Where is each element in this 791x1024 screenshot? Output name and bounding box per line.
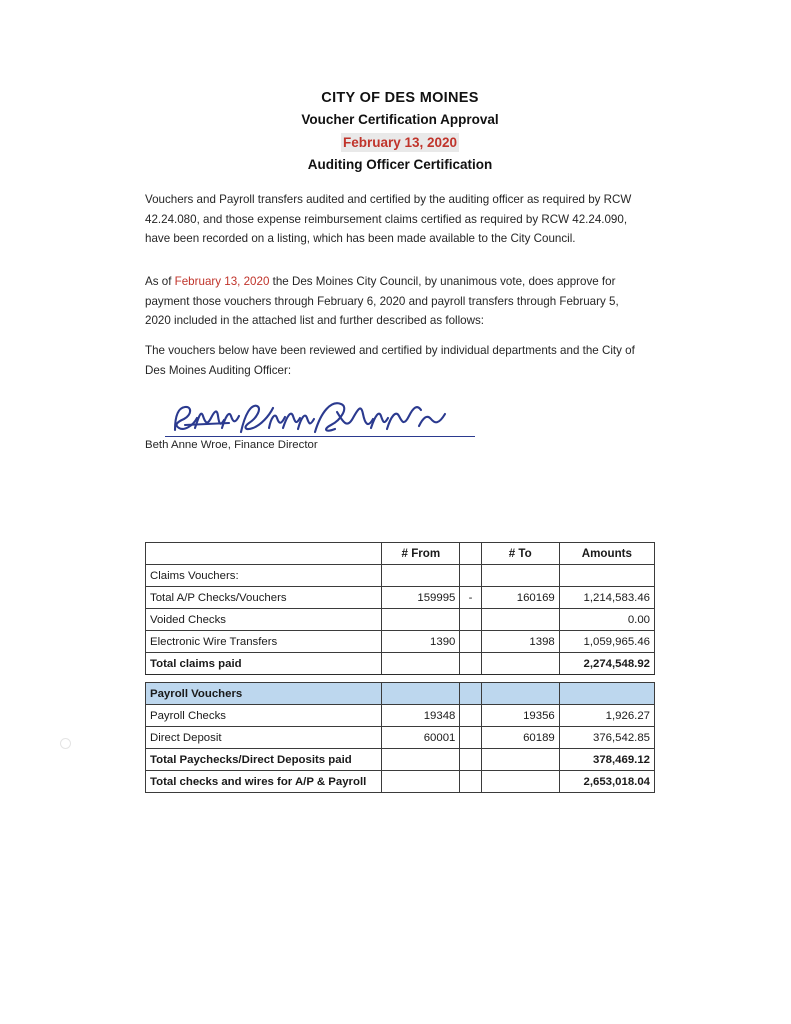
table-row: [146, 565, 655, 587]
row-dash: [460, 631, 481, 653]
table-header-row: [146, 543, 655, 565]
paragraph-2-pre: As of: [145, 275, 175, 288]
payroll-header-label: Payroll Vouchers: [146, 683, 382, 705]
table-header-label: [146, 543, 382, 565]
table-row-grand-total: [146, 771, 655, 793]
signature-block: [145, 398, 545, 451]
payroll-header-to: [481, 683, 559, 705]
signature-caption: Beth Anne Wroe, Finance Director: [145, 439, 318, 451]
paragraph-2-date: February 13, 2020: [174, 275, 270, 288]
row-to: [481, 565, 559, 587]
table-row: [146, 727, 655, 749]
page-title: CITY OF DES MOINES: [321, 90, 479, 106]
row-to: 1398: [481, 631, 559, 653]
row-to: [481, 771, 559, 793]
row-amount: [559, 565, 654, 587]
row-to: 60189: [481, 727, 559, 749]
table-header-dash: [460, 543, 481, 565]
row-from: [382, 771, 460, 793]
row-amount: 1,214,583.46: [559, 587, 654, 609]
row-dash: [460, 565, 481, 587]
row-amount: 378,469.12: [559, 749, 654, 771]
row-dash: [460, 749, 481, 771]
row-dash: [460, 653, 481, 675]
row-to: [481, 609, 559, 631]
row-from: [382, 653, 460, 675]
table-row: [146, 705, 655, 727]
row-from: [382, 609, 460, 631]
row-to: 160169: [481, 587, 559, 609]
table-row: [146, 631, 655, 653]
document-date-wrap: [145, 133, 655, 152]
table-header-amounts: Amounts: [559, 543, 654, 565]
row-label: Claims Vouchers:: [146, 565, 382, 587]
row-amount: 1,059,965.46: [559, 631, 654, 653]
document-date: February 13, 2020: [342, 135, 458, 150]
signature-line: [165, 436, 475, 437]
row-label: Total checks and wires for A/P & Payroll: [146, 771, 382, 793]
row-from: 159995: [382, 587, 460, 609]
row-dash: [460, 771, 481, 793]
table-row-payroll-header: [146, 683, 655, 705]
row-amount: 2,274,548.92: [559, 653, 654, 675]
row-label: Total A/P Checks/Vouchers: [146, 587, 382, 609]
paragraph-vouchers-audited: Vouchers and Payroll transfers audited and certified by the auditing officer as required by RCW 42.24.080, and those expense reimbursement claims certified as required by RCW 42.24.090, have been recorded on a listing, which has been made available to the City Council.: [145, 193, 632, 245]
row-dash: -: [460, 587, 481, 609]
row-label: Voided Checks: [146, 609, 382, 631]
row-dash: [460, 609, 481, 631]
table-row: [146, 609, 655, 631]
row-label: Electronic Wire Transfers: [146, 631, 382, 653]
row-from: 19348: [382, 705, 460, 727]
row-label: Total claims paid: [146, 653, 382, 675]
document-subtitle: Voucher Certification Approval: [301, 112, 499, 127]
table-header-to: # To: [481, 543, 559, 565]
row-from: [382, 565, 460, 587]
paragraph-council-approval: [145, 272, 645, 331]
row-amount: 0.00: [559, 609, 654, 631]
row-amount: 1,926.27: [559, 705, 654, 727]
table-row-total-paychecks: [146, 749, 655, 771]
row-amount: 2,653,018.04: [559, 771, 654, 793]
row-to: 19356: [481, 705, 559, 727]
row-label: Payroll Checks: [146, 705, 382, 727]
payroll-header-from: [382, 683, 460, 705]
scan-artifact: [60, 738, 71, 749]
table-spacer: [146, 675, 655, 683]
certification-heading: Auditing Officer Certification: [307, 157, 493, 172]
table-row-total-claims: [146, 653, 655, 675]
document-header: [145, 88, 655, 175]
row-label: Total Paychecks/Direct Deposits paid: [146, 749, 382, 771]
paragraph-departments-certified: The vouchers below have been reviewed and certified by individual departments and the City of Des Moines Auditing Officer:: [145, 344, 635, 377]
row-amount: 376,542.85: [559, 727, 654, 749]
row-dash: [460, 705, 481, 727]
row-to: [481, 749, 559, 771]
row-from: 60001: [382, 727, 460, 749]
row-dash: [460, 727, 481, 749]
row-label: Direct Deposit: [146, 727, 382, 749]
table-header-from: # From: [382, 543, 460, 565]
row-to: [481, 653, 559, 675]
row-from: 1390: [382, 631, 460, 653]
table-row: [146, 587, 655, 609]
paragraph-2-post: the Des Moines City Council, by unanimous vote, does approve for payment those vouchers through February 6, 2020 and payroll transfers through February 5, 2020 included in the attached list and further described as follows:: [145, 275, 619, 327]
payroll-header-dash: [460, 683, 481, 705]
voucher-summary-table: [145, 542, 655, 793]
payroll-header-amount: [559, 683, 654, 705]
row-from: [382, 749, 460, 771]
